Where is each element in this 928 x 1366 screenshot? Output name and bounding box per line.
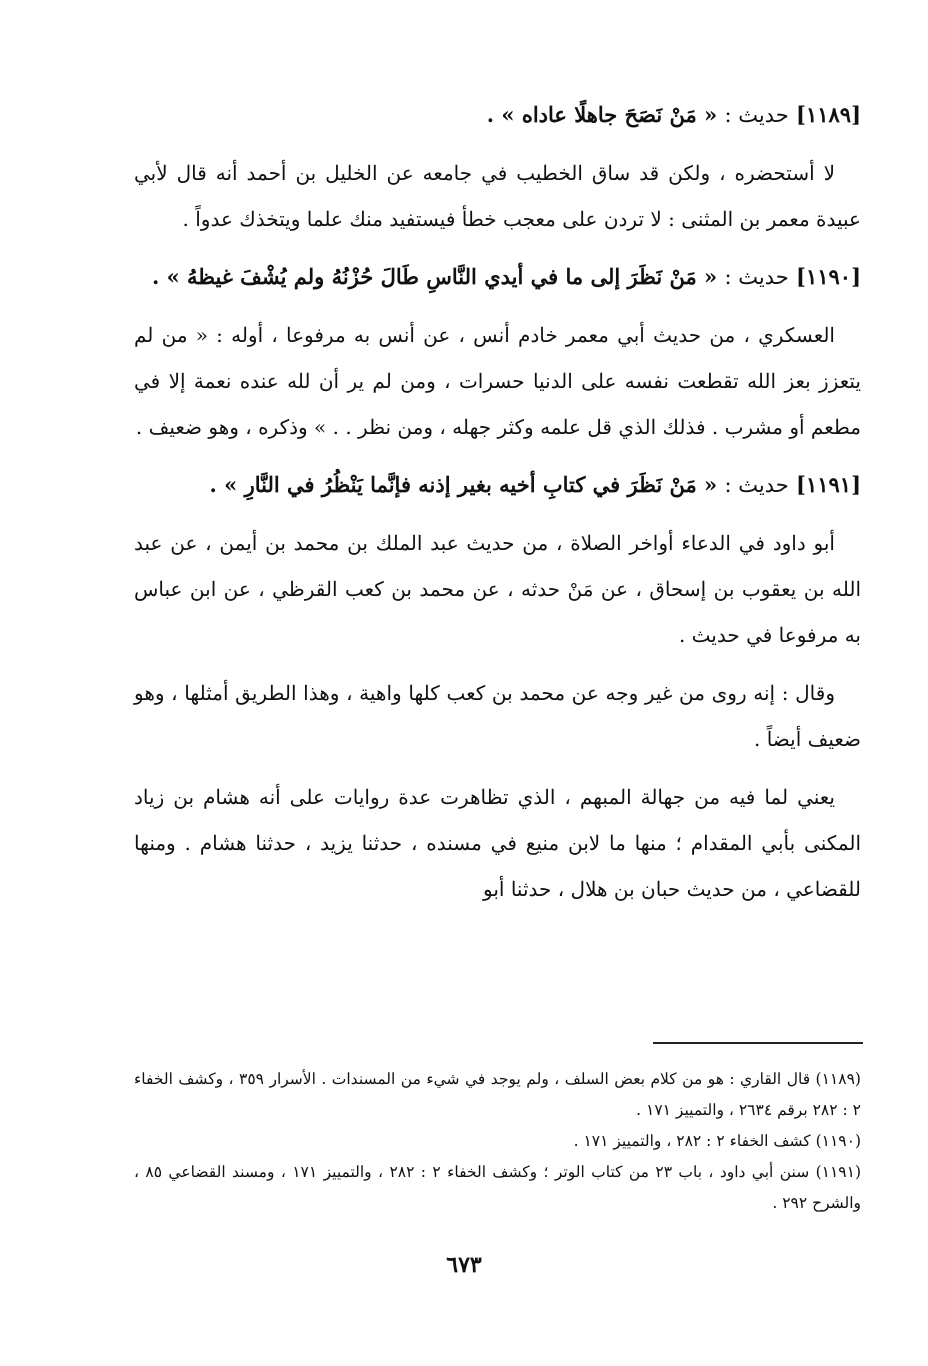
commentary-paragraph: أبو داود في الدعاء أواخر الصلاة ، من حديث عبد الملك بن محمد بن أيمن ، عن عبد الله بن يعقوب بن إسحاق ، عن مَنْ حدثه ، عن محمد بن كعب القرظي ، عن ابن عباس به مرفوعا في حديث .: [134, 531, 861, 647]
entry-number: [١١٩٠]: [796, 264, 861, 289]
entry-number: [١١٨٩]: [796, 102, 861, 127]
hadith-text: « مَنْ نَظَرَ إلى ما في أيدي النَّاسِ طَالَ حُزْنُهُ ولم يُشْفَ غيظهُ » .: [151, 264, 718, 289]
main-text: [134, 92, 861, 924]
entry-label: حديث :: [724, 473, 789, 497]
commentary-paragraph: وقال : إنه روى من غير وجه عن محمد بن كعب كلها واهية ، وهذا الطريق أمثلها ، وهو ضعيف أيضاً .: [134, 681, 861, 751]
entry-number: [١١٩١]: [796, 472, 861, 497]
commentary-paragraph: يعني لما فيه من جهالة المبهم ، الذي تظاهرت عدة روايات على أنه هشام بن زياد المكنى بأبي المقدام ؛ منها ما لابن منيع في مسنده ، حدثنا يزيد ، حدثنا هشام . ومنها للقضاعي ، من حديث حبان بن هلال ، حدثنا أبو: [134, 785, 861, 901]
hadith-text: « مَنْ نَصَحَ جاهلًا عاداه » .: [486, 102, 718, 127]
hadith-text: « مَنْ نَظَرَ في كتابِ أخيه بغير إذنه فإنَّما يَنْظُرُ في النَّارِ » .: [209, 472, 718, 497]
commentary-paragraph: لا أستحضره ، ولكن قد ساق الخطيب في جامعه عن الخليل بن أحمد أنه قال لأبي عبيدة معمر بن المثنى : لا تردن على معجب خطأ فيستفيد منك علما ويتخذك عدواً .: [134, 161, 861, 231]
hadith-entry: [134, 254, 861, 300]
footnote-divider: [653, 1042, 863, 1044]
footnote: (١١٨٩) قال القاري : هو من كلام بعض السلف ، ولم يوجد في شيء من المسندات . الأسرار ٣٥٩ ، وكشف الخفاء ٢ : ٢٨٢ برقم ٢٦٣٤ ، والتمييز ١٧١ .: [134, 1070, 861, 1119]
footnote: (١١٩٠) كشف الخفاء ٢ : ٢٨٢ ، والتمييز ١٧١ .: [573, 1132, 861, 1150]
entry-label: حديث :: [724, 265, 789, 289]
commentary-paragraph: العسكري ، من حديث أبي معمر خادم أنس ، عن أنس به مرفوعا ، أوله : « من لم يتعزز بعز الله تقطعت نفسه على الدنيا حسرات ، ومن لم ير أن لله عنده نعمة إلا في مطعم أو مشرب . فذلك الذي قل علمه وكثر جهله ، ومن نظر . . » وذكره ، وهو ضعيف .: [134, 323, 861, 439]
footnotes: [134, 1064, 861, 1219]
hadith-entry: [134, 462, 861, 508]
page-number: ٦٧٣: [446, 1252, 482, 1278]
footnote: (١١٩١) سنن أبي داود ، باب ٢٣ من كتاب الوتر ؛ وكشف الخفاء ٢ : ٢٨٢ ، والتمييز ١٧١ ، ومسند القضاعي ٨٥ ، والشرح ٢٩٢ .: [134, 1163, 861, 1212]
entry-label: حديث :: [724, 103, 789, 127]
hadith-entry: [134, 92, 861, 138]
